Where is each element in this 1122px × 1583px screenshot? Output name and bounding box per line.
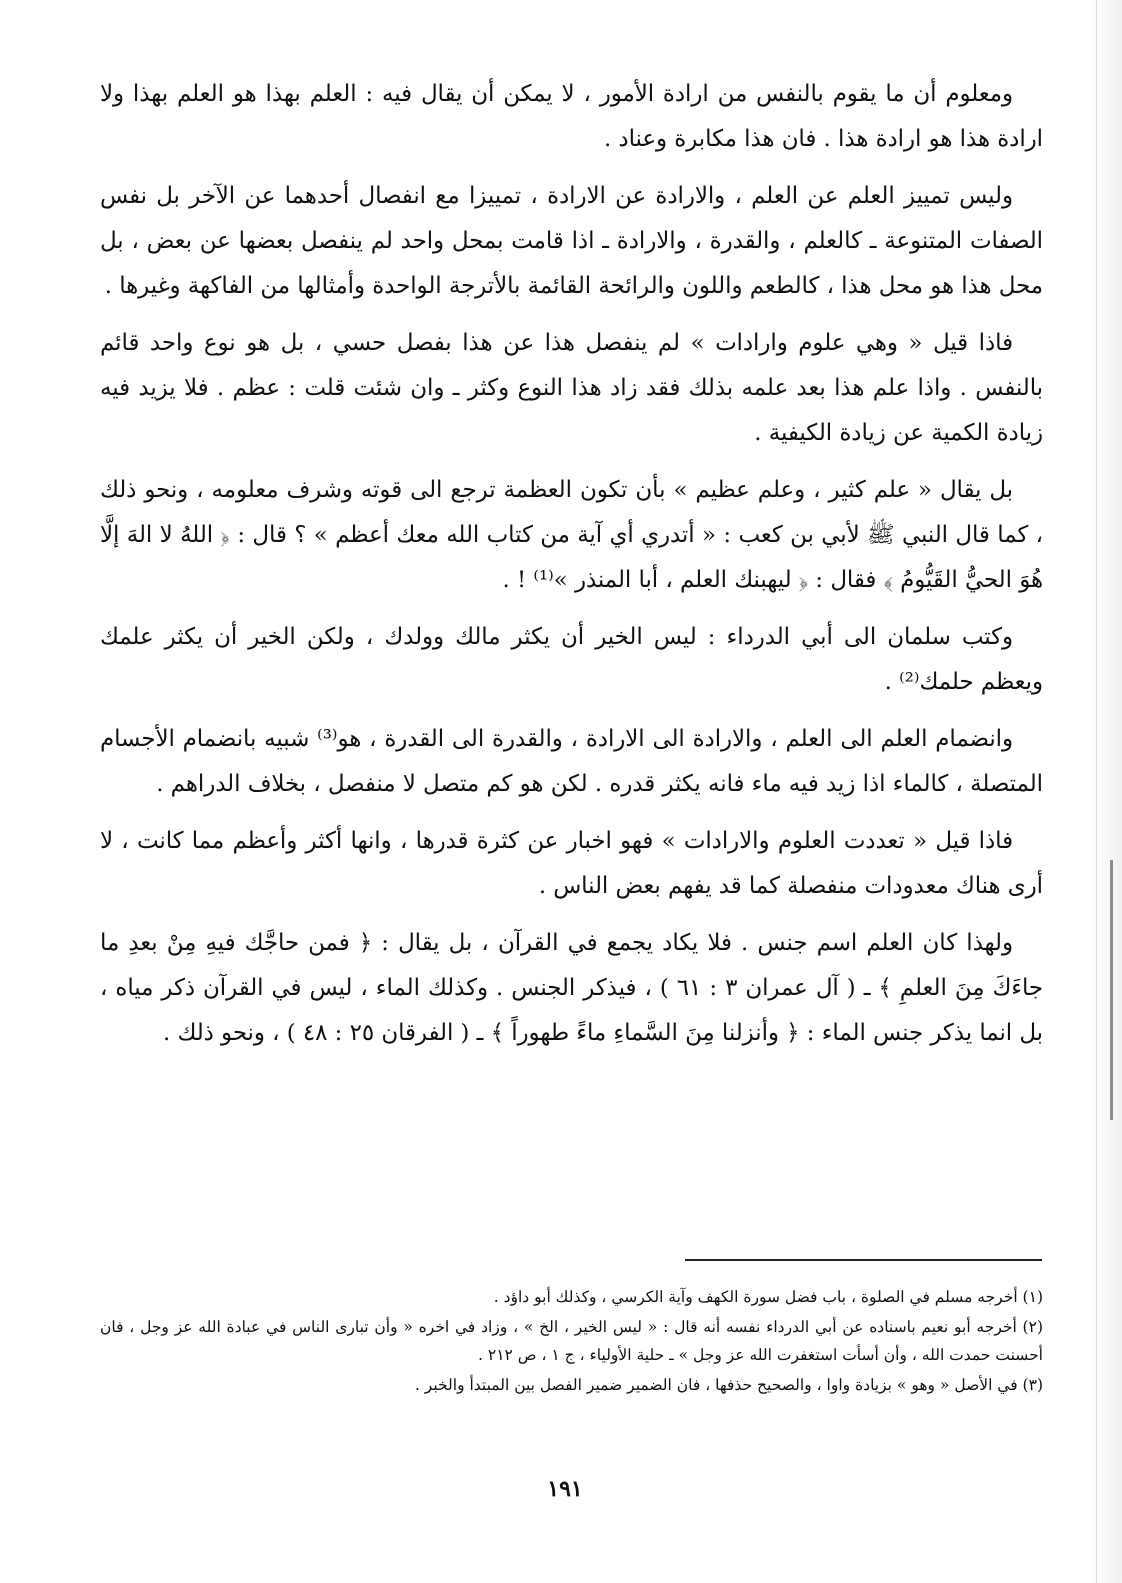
- main-text-body: [100, 72, 1043, 1068]
- footnotes-section: [100, 1283, 1043, 1401]
- footnote-1: (١) أخرجه مسلم في الصلوة ، باب فضل سورة الكهف وآية الكرسي ، وكذلك أبو داؤد .: [493, 1288, 1043, 1306]
- footnote-2: (٢) أخرجه أبو نعيم باسناده عن أبي الدرداء نفسه أنه قال : « ليس الخير ، الخ » ، وزاد في اخره « وأن تبارى الناس في عبادة الله عز وجل ، فان أحسنت حمدت الله ، وأن أسأت استغفرت الله عز وجل » ـ حلية الأولياء ، ج ١ ، ص ٢١٢ .: [100, 1318, 1043, 1364]
- page-number: ١٩١: [547, 1476, 583, 1502]
- paragraph-2: وليس تمييز العلم عن العلم ، والارادة عن الارادة ، تمييزا مع انفصال أحدهما عن الآخر بل نفس الصفات المتنوعة ـ كالعلم ، والقدرة ، والارادة ـ اذا قامت بمحل واحد لم ينفصل بعضها عن بعض ، بل محل هذا هو محل هذا ، كالطعم واللون والرائحة القائمة بالأترجة الواحدة وأمثالها من الفاكهة وغيرها .: [100, 183, 1043, 299]
- footnote-separator: [685, 1259, 1042, 1261]
- paragraph-7: فاذا قيل « تعددت العلوم والارادات » فهو اخبار عن كثرة قدرها ، وانها أكثر وأعظم مما كانت ، لا أرى هناك معدودات منفصلة كما قد يفهم بعض الناس .: [100, 828, 1043, 899]
- paragraph-4: بل يقال « علم كثير ، وعلم عظيم » بأن تكون العظمة ترجع الى قوته وشرف معلومه ، ونحو ذلك ، كما قال النبي ﷺ لأبي بن كعب : « أتدري أي آية من كتاب الله معك أعظم » ؟ قال : ﴿ اللهُ لا الهَ إلَّا هُوَ الحيُّ القَيُّومُ ﴾ فقال : ﴿ ليهبنك العلم ، أبا المنذر »⁽¹⁾ ! .: [100, 477, 1043, 593]
- paragraph-8: ولهذا كان العلم اسم جنس . فلا يكاد يجمع في القرآن ، بل يقال : ﴿ فمن حاجَّك فيهِ مِنْ بعدِ ما جاءَكَ مِنَ العلمِ ﴾ ـ ( آل عمران ٣ : ٦١ ) ، فيذكر الجنس . وكذلك الماء ، ليس في القرآن ذكر مياه ، بل انما يذكر جنس الماء : ﴿ وأنزلنا مِنَ السَّماءِ ماءً طهوراً ﴾ ـ ( الفرقان ٢٥ : ٤٨ ) ، ونحو ذلك .: [100, 930, 1043, 1046]
- paragraph-5: وكتب سلمان الى أبي الدرداء : ليس الخير أن يكثر مالك وولدك ، ولكن الخير أن يكثر علمك ويعظم حلمك⁽²⁾ .: [100, 624, 1043, 695]
- paragraph-6: وانضمام العلم الى العلم ، والارادة الى الارادة ، والقدرة الى القدرة ، هو⁽³⁾ شبيه بانضمام الأجسام المتصلة ، كالماء اذا زيد فيه ماء فانه يكثر قدره . لكن هو كم متصل لا منفصل ، بخلاف الدراهم .: [100, 726, 1043, 797]
- footnote-3: (٣) في الأصل « وهو » بزيادة واوا ، والصحيح حذفها ، فان الضمير ضمير الفصل بين المبتدأ والخبر .: [414, 1376, 1043, 1394]
- page-edge-shadow: [1088, 0, 1122, 1583]
- paragraph-1: ومعلوم أن ما يقوم بالنفس من ارادة الأمور ، لا يمكن أن يقال فيه : العلم بهذا هو العلم بهذا ولا ارادة هذا هو ارادة هذا . فان هذا مكابرة وعناد .: [100, 81, 1043, 152]
- paragraph-3: فاذا قيل « وهي علوم وارادات » لم ينفصل هذا عن هذا بفصل حسي ، بل هو نوع واحد قائم بالنفس . واذا علم هذا بعد علمه بذلك فقد زاد هذا النوع وكثر ـ وان شئت قلت : عظم . فلا يزيد فيه زيادة الكمية عن زيادة الكيفية .: [100, 330, 1043, 446]
